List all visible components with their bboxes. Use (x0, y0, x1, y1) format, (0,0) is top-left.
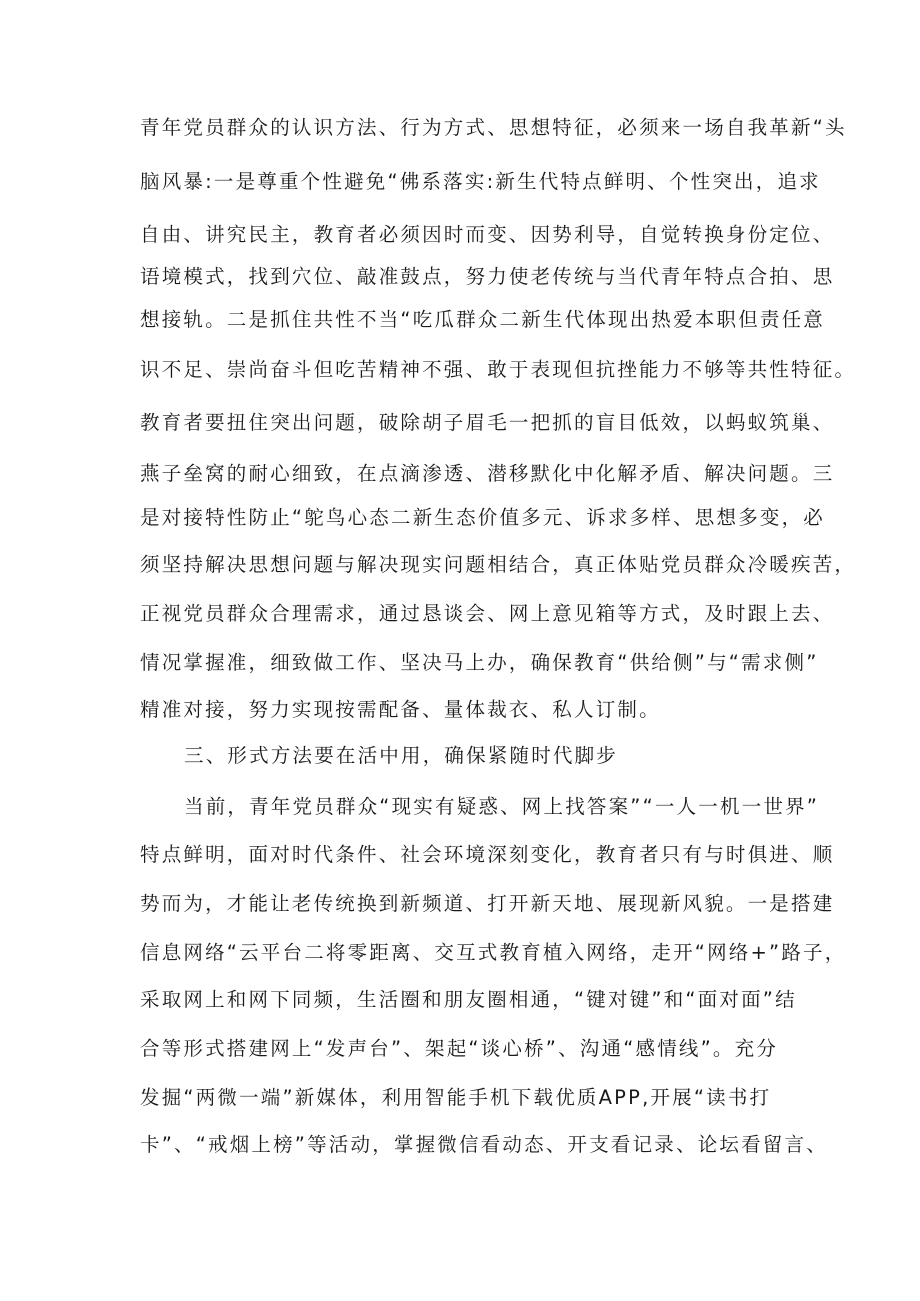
body-text-line: 自由、讲究民主，教育者必须因时而变、因势利导，自觉转换身份定位、 (140, 223, 835, 246)
body-text-line: 情况掌握准，细致做工作、坚决马上办，确保教育“供给侧”与“需求侧” (140, 651, 819, 674)
body-text-line: 采取网上和网下同频，生活圈和朋友圈相通，“键对键”和“面对面”结 (140, 988, 797, 1011)
body-text-line: 信息网络“云平台二将零距离、交互式教育植入网络，走开“网络+”路子， (140, 941, 847, 964)
section-heading: 三、形式方法要在活中用，确保紧随时代脚步 (184, 744, 619, 767)
body-text-line: 语境模式，找到穴位、敲准鼓点，努力使老传统与当代青年特点合拍、思 (140, 265, 835, 288)
body-text-line: 教育者要扭住突出问题，破除胡子眉毛一把抓的盲目低效，以蚂蚁筑巢、 (140, 411, 835, 434)
body-text-line: 合等形式搭建网上“发声台”、架起“谈心桥”、沟通“感情线”。充分 (140, 1037, 779, 1060)
body-text-line: 发掘“两微一端”新媒体，利用智能手机下载优质APP,开展“读书打 (140, 1086, 772, 1109)
body-text-line: 青年党员群众的认识方法、行为方式、思想特征，必须来一场自我革新“头 (140, 116, 847, 139)
body-text-line: 当前，青年党员群众“现实有疑惑、网上找答案”“一人一机一世界” (184, 795, 820, 818)
body-text-line: 脑风暴:一是尊重个性避免“佛系落实:新生代特点鲜明、个性突出，追求 (140, 170, 821, 193)
body-text-line: 燕子垒窝的耐心细致，在点滴渗透、潜移默化中化解矛盾、解决问题。三 (140, 462, 835, 485)
body-text-line: 精准对接，努力实现按需配备、量体裁衣、私人订制。 (140, 698, 661, 721)
body-text-line: 卡”、“戒烟上榜”等活动，掌握微信看动态、开支看记录、论坛看留言、 (140, 1133, 828, 1156)
body-text-line: 想接轨。二是抓住共性不当“吃瓜群众二新生代体现出热爱本职但责任意 (140, 308, 826, 331)
body-text-line: 势而为，才能让老传统换到新频道、打开新天地、展现新风貌。一是搭建 (140, 892, 835, 915)
body-text-line: 特点鲜明，面对时代条件、社会环境深刻变化，教育者只有与时俱进、顺 (140, 843, 835, 866)
body-text-line: 须坚持解决思想问题与解决现实问题相结合，真正体贴党员群众冷暖疾苦， (140, 553, 857, 576)
body-text-line: 识不足、崇尚奋斗但吃苦精神不强、敢于表现但抗挫能力不够等共性特征。 (140, 358, 857, 381)
body-text-line: 是对接特性防止“鸵鸟心态二新生态价值多元、诉求多样、思想多变，必 (140, 506, 826, 529)
body-text-line: 正视党员群众合理需求，通过恳谈会、网上意见箱等方式，及时跟上去、 (140, 602, 835, 625)
